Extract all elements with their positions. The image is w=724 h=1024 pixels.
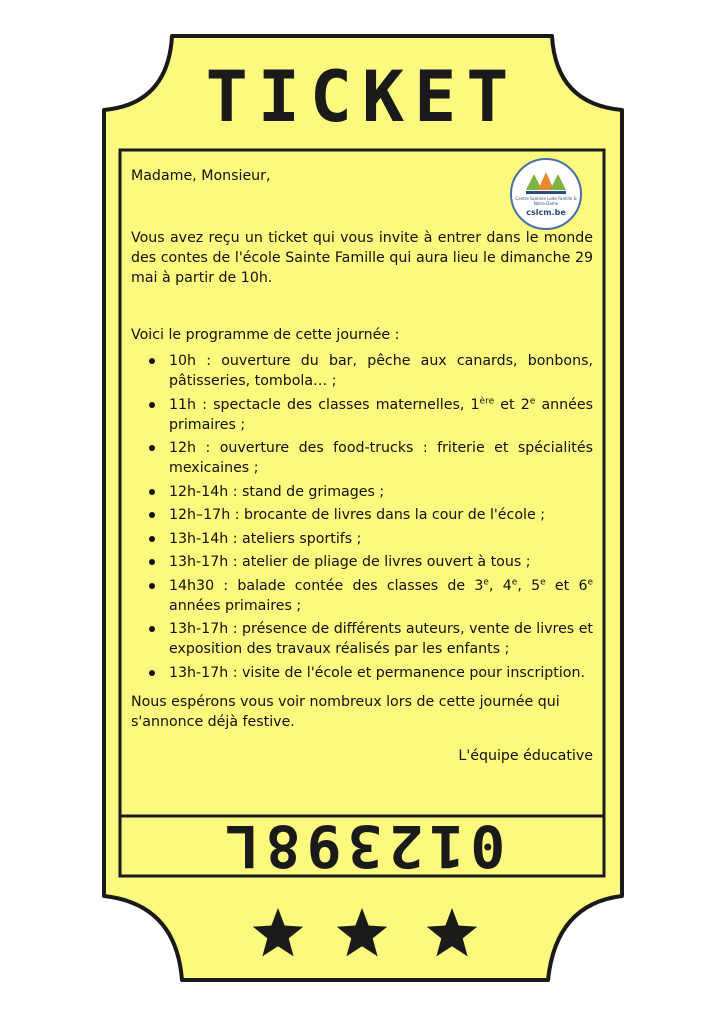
- list-item: 11h : spectacle des classes maternelles, 1ère et 2e années primaires ;: [169, 395, 593, 433]
- list-item: 12h-14h : stand de grimages ;: [169, 482, 593, 502]
- ticket-number: 012398L: [218, 812, 506, 880]
- logo-url: cslcm.be: [526, 208, 566, 217]
- list-item: 13h-17h : visite de l'école et permanence pour inscription.: [169, 663, 593, 683]
- list-item: 10h : ouverture du bar, pêche aux canards, bonbons, pâtisseries, tombola… ;: [169, 353, 593, 389]
- list-item: 14h30 : balade contée des classes de 3e, 4e, 5e et 6e années primaires ;: [169, 576, 594, 614]
- logo-subtitle: Centre Scolaire Lode Famille & Notre-Dame: [515, 196, 577, 206]
- signature: L'équipe éducative: [458, 747, 593, 764]
- closing-paragraph: Nous espérons vous voir nombreux lors de cette journée qui s'annonce déjà festive.: [131, 693, 560, 730]
- list-item: 12h–17h : brocante de livres dans la cour de l'école ;: [169, 505, 593, 525]
- letter-content: [131, 166, 593, 766]
- intro-paragraph: Vous avez reçu un ticket qui vous invite à entrer dans le monde des contes de l'école Sainte Famille qui aura lieu le dimanche 29 mai à partir de 10h.: [131, 230, 593, 286]
- programme-label: Voici le programme de cette journée :: [131, 327, 400, 343]
- programme-list: [131, 351, 593, 683]
- list-item: 13h-14h : ateliers sportifs ;: [169, 529, 593, 549]
- list-item: 13h-17h : atelier de pliage de livres ouvert à tous ;: [169, 552, 593, 572]
- list-item: 12h : ouverture des food-trucks : friterie et spécialités mexicaines ;: [169, 440, 593, 476]
- greeting: Madame, Monsieur,: [131, 168, 271, 184]
- list-item: 13h-17h : présence de différents auteurs, vente de livres et exposition des travaux réalisés par les enfants ;: [169, 621, 593, 657]
- ticket-title: TICKET: [205, 56, 519, 138]
